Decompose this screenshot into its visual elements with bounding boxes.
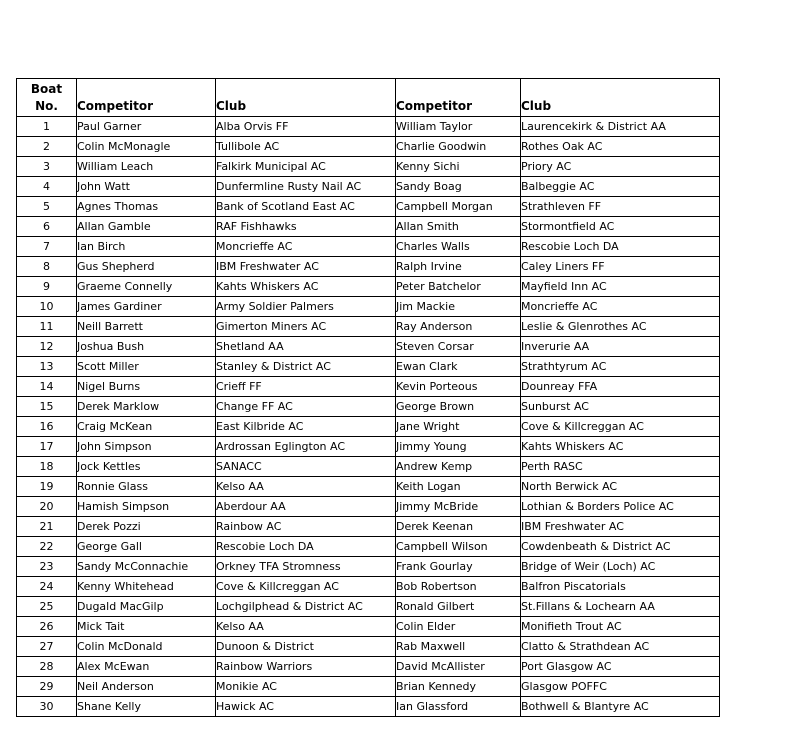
- table-row: [17, 337, 720, 357]
- competitor-b-cell: Ian Glassford: [396, 697, 521, 717]
- club-a-cell: Alba Orvis FF: [216, 117, 396, 137]
- competitor-a-cell: Craig McKean: [77, 417, 216, 437]
- competitor-a-cell: Shane Kelly: [77, 697, 216, 717]
- club-a-cell: Stanley & District AC: [216, 357, 396, 377]
- club-b-cell: Perth RASC: [521, 457, 720, 477]
- club-a-cell: Kelso AA: [216, 477, 396, 497]
- club-a-cell: Kahts Whiskers AC: [216, 277, 396, 297]
- table-row: [17, 137, 720, 157]
- boat-number-cell: 15: [17, 397, 77, 417]
- competitor-a-cell: Joshua Bush: [77, 337, 216, 357]
- club-b-cell: Lothian & Borders Police AC: [521, 497, 720, 517]
- competitor-b-cell: Colin Elder: [396, 617, 521, 637]
- competitor-a-cell: Kenny Whitehead: [77, 577, 216, 597]
- competitor-a-cell: George Gall: [77, 537, 216, 557]
- boat-number-cell: 9: [17, 277, 77, 297]
- competitor-a-cell: Colin McDonald: [77, 637, 216, 657]
- boat-number-cell: 16: [17, 417, 77, 437]
- boat-number-cell: 20: [17, 497, 77, 517]
- boat-number-cell: 6: [17, 217, 77, 237]
- club-b-cell: Dounreay FFA: [521, 377, 720, 397]
- competitor-a-cell: Derek Pozzi: [77, 517, 216, 537]
- competitor-a-cell: John Simpson: [77, 437, 216, 457]
- club-b-cell: Sunburst AC: [521, 397, 720, 417]
- club-a-cell: Bank of Scotland East AC: [216, 197, 396, 217]
- header-row: [17, 79, 720, 117]
- competitor-b-cell: Campbell Wilson: [396, 537, 521, 557]
- boat-number-cell: 8: [17, 257, 77, 277]
- club-a-cell: Dunfermline Rusty Nail AC: [216, 177, 396, 197]
- competitor-b-cell: Ronald Gilbert: [396, 597, 521, 617]
- competitor-a-cell: Alex McEwan: [77, 657, 216, 677]
- boat-number-cell: 11: [17, 317, 77, 337]
- boat-number-cell: 13: [17, 357, 77, 377]
- table-row: [17, 237, 720, 257]
- table-row: [17, 577, 720, 597]
- club-a-cell: Aberdour AA: [216, 497, 396, 517]
- competitor-a-cell: Jock Kettles: [77, 457, 216, 477]
- competitor-b-cell: Jimmy McBride: [396, 497, 521, 517]
- club-b-cell: St.Fillans & Lochearn AA: [521, 597, 720, 617]
- club-b-cell: Clatto & Strathdean AC: [521, 637, 720, 657]
- club-a-cell: Dunoon & District: [216, 637, 396, 657]
- competitor-b-cell: Frank Gourlay: [396, 557, 521, 577]
- table-row: [17, 477, 720, 497]
- club-b-cell: Leslie & Glenrothes AC: [521, 317, 720, 337]
- competitor-a-cell: William Leach: [77, 157, 216, 177]
- club-a-cell: Ardrossan Eglington AC: [216, 437, 396, 457]
- competitor-a-header: Competitor: [77, 79, 216, 117]
- club-a-cell: Crieff FF: [216, 377, 396, 397]
- boat-number-cell: 3: [17, 157, 77, 177]
- club-b-cell: Kahts Whiskers AC: [521, 437, 720, 457]
- competitor-b-cell: Andrew Kemp: [396, 457, 521, 477]
- boat-number-cell: 23: [17, 557, 77, 577]
- boat-number-cell: 5: [17, 197, 77, 217]
- competitor-a-cell: Derek Marklow: [77, 397, 216, 417]
- boat-number-cell: 19: [17, 477, 77, 497]
- club-b-cell: Inverurie AA: [521, 337, 720, 357]
- club-a-cell: Hawick AC: [216, 697, 396, 717]
- table-row: [17, 257, 720, 277]
- boat-header-line2: No.: [35, 99, 58, 113]
- competitor-b-cell: David McAllister: [396, 657, 521, 677]
- table-row: [17, 557, 720, 577]
- table-row: [17, 397, 720, 417]
- competitor-a-cell: Nigel Burns: [77, 377, 216, 397]
- competitor-a-cell: Paul Garner: [77, 117, 216, 137]
- club-b-cell: Bothwell & Blantyre AC: [521, 697, 720, 717]
- boat-number-cell: 2: [17, 137, 77, 157]
- competitor-b-cell: Kevin Porteous: [396, 377, 521, 397]
- table-row: [17, 697, 720, 717]
- boat-number-cell: 22: [17, 537, 77, 557]
- competitor-b-cell: Brian Kennedy: [396, 677, 521, 697]
- boat-number-cell: 21: [17, 517, 77, 537]
- club-a-cell: RAF Fishhawks: [216, 217, 396, 237]
- boat-number-cell: 29: [17, 677, 77, 697]
- boat-number-cell: 1: [17, 117, 77, 137]
- club-b-cell: Moncrieffe AC: [521, 297, 720, 317]
- club-a-cell: Tullibole AC: [216, 137, 396, 157]
- boat-number-cell: 4: [17, 177, 77, 197]
- club-b-cell: Mayfield Inn AC: [521, 277, 720, 297]
- table-row: [17, 677, 720, 697]
- competitor-a-cell: Neil Anderson: [77, 677, 216, 697]
- competitor-a-cell: Agnes Thomas: [77, 197, 216, 217]
- competitor-b-cell: Rab Maxwell: [396, 637, 521, 657]
- club-b-cell: Stormontfield AC: [521, 217, 720, 237]
- boat-number-cell: 12: [17, 337, 77, 357]
- table-row: [17, 457, 720, 477]
- club-b-cell: Balbeggie AC: [521, 177, 720, 197]
- club-a-cell: Orkney TFA Stromness: [216, 557, 396, 577]
- competitor-b-cell: Kenny Sichi: [396, 157, 521, 177]
- competitor-b-cell: Campbell Morgan: [396, 197, 521, 217]
- club-a-cell: Rescobie Loch DA: [216, 537, 396, 557]
- club-b-cell: Bridge of Weir (Loch) AC: [521, 557, 720, 577]
- boat-number-cell: 7: [17, 237, 77, 257]
- club-a-cell: Kelso AA: [216, 617, 396, 637]
- table-row: [17, 197, 720, 217]
- club-b-cell: Rothes Oak AC: [521, 137, 720, 157]
- club-a-header: Club: [216, 79, 396, 117]
- club-a-cell: East Kilbride AC: [216, 417, 396, 437]
- club-a-cell: Monikie AC: [216, 677, 396, 697]
- table-row: [17, 117, 720, 137]
- competitor-b-cell: Steven Corsar: [396, 337, 521, 357]
- competitor-a-cell: Neill Barrett: [77, 317, 216, 337]
- club-b-cell: Rescobie Loch DA: [521, 237, 720, 257]
- table-row: [17, 437, 720, 457]
- competitor-a-cell: Ian Birch: [77, 237, 216, 257]
- competitor-a-cell: Dugald MacGilp: [77, 597, 216, 617]
- club-b-cell: Glasgow POFFC: [521, 677, 720, 697]
- competitor-b-cell: Peter Batchelor: [396, 277, 521, 297]
- competitor-b-cell: Jimmy Young: [396, 437, 521, 457]
- table-row: [17, 317, 720, 337]
- table-row: [17, 417, 720, 437]
- competitor-b-cell: William Taylor: [396, 117, 521, 137]
- club-b-cell: Monifieth Trout AC: [521, 617, 720, 637]
- boat-number-cell: 26: [17, 617, 77, 637]
- table-body: [17, 117, 720, 717]
- competitor-b-cell: Charlie Goodwin: [396, 137, 521, 157]
- club-a-cell: Cove & Killcreggan AC: [216, 577, 396, 597]
- table-row: [17, 297, 720, 317]
- table-row: [17, 657, 720, 677]
- competitor-b-cell: Jim Mackie: [396, 297, 521, 317]
- competitor-a-cell: Scott Miller: [77, 357, 216, 377]
- table-row: [17, 377, 720, 397]
- club-b-cell: Caley Liners FF: [521, 257, 720, 277]
- competitor-b-cell: Keith Logan: [396, 477, 521, 497]
- club-a-cell: Gimerton Miners AC: [216, 317, 396, 337]
- club-b-header: Club: [521, 79, 720, 117]
- club-b-cell: Balfron Piscatorials: [521, 577, 720, 597]
- club-a-cell: Lochgilphead & District AC: [216, 597, 396, 617]
- competitor-b-cell: Ewan Clark: [396, 357, 521, 377]
- club-b-cell: Laurencekirk & District AA: [521, 117, 720, 137]
- table-row: [17, 597, 720, 617]
- club-a-cell: Army Soldier Palmers: [216, 297, 396, 317]
- competitor-b-cell: Bob Robertson: [396, 577, 521, 597]
- competitor-a-cell: Allan Gamble: [77, 217, 216, 237]
- club-b-cell: North Berwick AC: [521, 477, 720, 497]
- boat-number-header: [17, 79, 77, 117]
- club-b-cell: Cowdenbeath & District AC: [521, 537, 720, 557]
- table-row: [17, 157, 720, 177]
- competitor-a-cell: Graeme Connelly: [77, 277, 216, 297]
- competitor-a-cell: Ronnie Glass: [77, 477, 216, 497]
- club-b-cell: Strathtyrum AC: [521, 357, 720, 377]
- club-a-cell: Moncrieffe AC: [216, 237, 396, 257]
- boat-number-cell: 27: [17, 637, 77, 657]
- boat-number-cell: 10: [17, 297, 77, 317]
- table-row: [17, 177, 720, 197]
- boat-number-cell: 25: [17, 597, 77, 617]
- boat-number-cell: 18: [17, 457, 77, 477]
- competitor-b-header: Competitor: [396, 79, 521, 117]
- club-a-cell: IBM Freshwater AC: [216, 257, 396, 277]
- competitor-b-cell: George Brown: [396, 397, 521, 417]
- club-a-cell: Rainbow AC: [216, 517, 396, 537]
- competitor-b-cell: Derek Keenan: [396, 517, 521, 537]
- club-a-cell: Shetland AA: [216, 337, 396, 357]
- competitor-b-cell: Sandy Boag: [396, 177, 521, 197]
- competitor-a-cell: Colin McMonagle: [77, 137, 216, 157]
- competitor-a-cell: John Watt: [77, 177, 216, 197]
- club-b-cell: Cove & Killcreggan AC: [521, 417, 720, 437]
- competitor-b-cell: Charles Walls: [396, 237, 521, 257]
- club-b-cell: Strathleven FF: [521, 197, 720, 217]
- club-a-cell: Rainbow Warriors: [216, 657, 396, 677]
- competitor-b-cell: Allan Smith: [396, 217, 521, 237]
- table-row: [17, 517, 720, 537]
- boat-header-line1: Boat: [30, 82, 63, 96]
- boat-number-cell: 30: [17, 697, 77, 717]
- boat-number-cell: 14: [17, 377, 77, 397]
- table-row: [17, 277, 720, 297]
- competitor-a-cell: Mick Tait: [77, 617, 216, 637]
- table-row: [17, 617, 720, 637]
- club-a-cell: SANACC: [216, 457, 396, 477]
- table-row: [17, 537, 720, 557]
- boat-number-cell: 17: [17, 437, 77, 457]
- competitor-a-cell: James Gardiner: [77, 297, 216, 317]
- competitor-a-cell: Sandy McConnachie: [77, 557, 216, 577]
- club-b-cell: IBM Freshwater AC: [521, 517, 720, 537]
- table-row: [17, 357, 720, 377]
- club-a-cell: Change FF AC: [216, 397, 396, 417]
- competitor-a-cell: Hamish Simpson: [77, 497, 216, 517]
- table-row: [17, 637, 720, 657]
- table-row: [17, 497, 720, 517]
- club-a-cell: Falkirk Municipal AC: [216, 157, 396, 177]
- club-b-cell: Port Glasgow AC: [521, 657, 720, 677]
- competitor-b-cell: Ralph Irvine: [396, 257, 521, 277]
- competitor-b-cell: Ray Anderson: [396, 317, 521, 337]
- boat-number-cell: 28: [17, 657, 77, 677]
- boat-draw-table: [16, 78, 720, 717]
- competitor-a-cell: Gus Shepherd: [77, 257, 216, 277]
- club-b-cell: Priory AC: [521, 157, 720, 177]
- table-row: [17, 217, 720, 237]
- competitor-b-cell: Jane Wright: [396, 417, 521, 437]
- boat-number-cell: 24: [17, 577, 77, 597]
